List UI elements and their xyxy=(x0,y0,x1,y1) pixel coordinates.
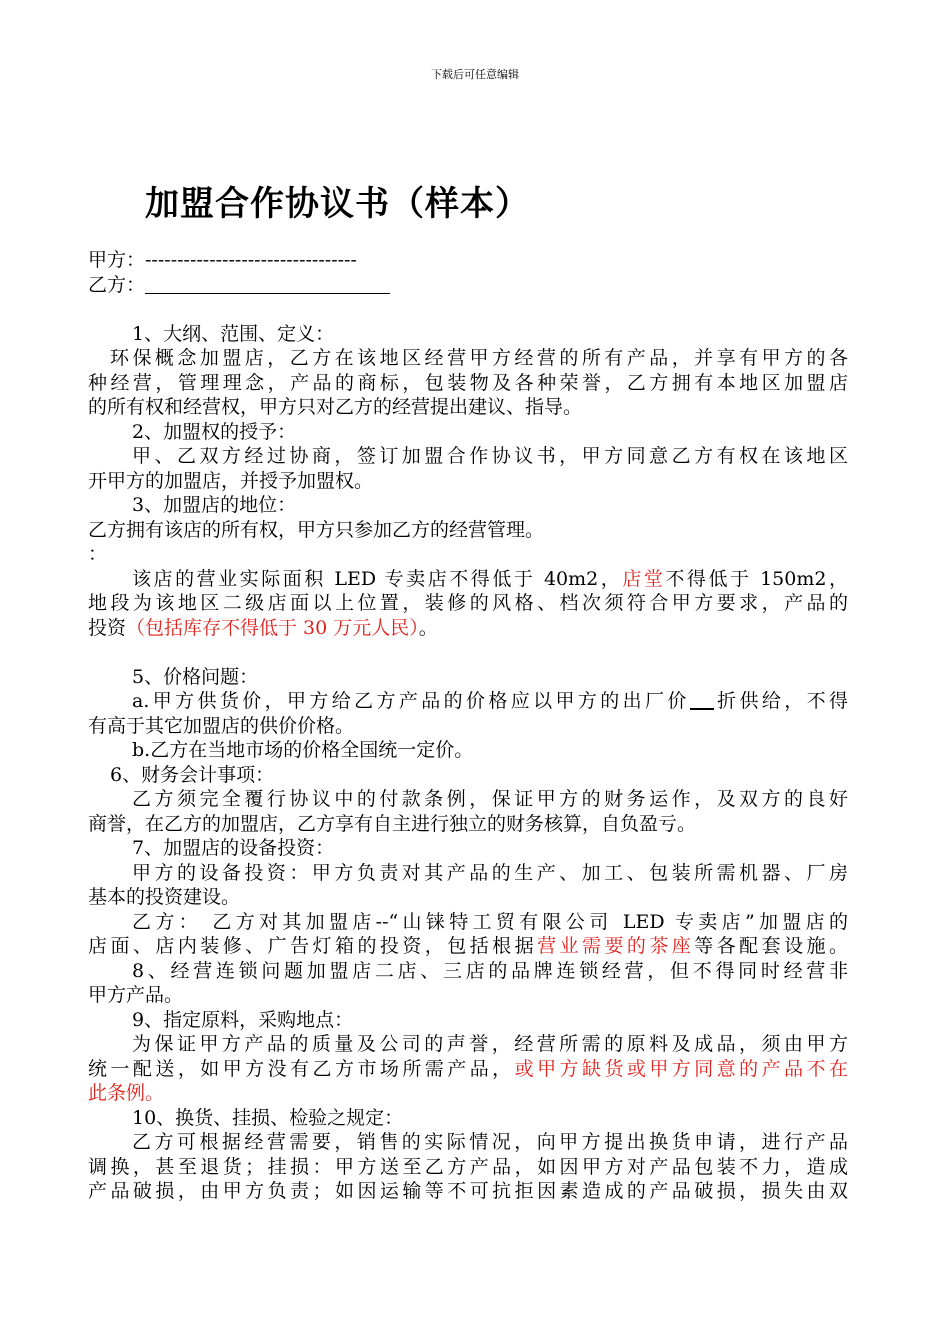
discount-blank xyxy=(690,692,714,710)
section-10-heading: 10、换货、挂损、检验之规定： xyxy=(132,1106,404,1129)
party-a-line xyxy=(88,248,848,273)
party-b-blank xyxy=(145,275,390,294)
text-run: 该店的营业实际面积 LED 专卖店不得低于 40m2， xyxy=(132,567,623,590)
text-run: a.甲方供货价，甲方给乙方产品的价格应以甲方的出厂价 xyxy=(132,690,690,712)
section-1-line: 环保概念加盟店，乙方在该地区经营甲方经营的所有产品，并享有甲方的各 xyxy=(110,347,848,369)
text-run: 店面、店内装修、广告灯箱的投资，包括根据 xyxy=(88,935,538,957)
section-5-line: 有高于其它加盟店的供价价格。 xyxy=(88,714,355,737)
section-4-line: 地段为该地区二级店面以上位置，装修的风格、档次须符合甲方要求，产品的 xyxy=(88,592,848,614)
text-run: 。 xyxy=(418,616,438,639)
section-9-line: 为保证甲方产品的质量及公司的声誉，经营所需的原料及成品，须由甲方 xyxy=(132,1033,848,1055)
highlight-text: （包括库存不得低于 30 万元人民） xyxy=(126,616,419,639)
section-1-line: 种经营，管理理念，产品的商标，包装物及各种荣誉，乙方拥有本地区加盟店 xyxy=(88,371,848,394)
section-4-line xyxy=(88,567,848,592)
spacer xyxy=(88,640,848,665)
party-a-blank: --------------------------------- xyxy=(145,249,357,271)
section-2-line: 甲、乙双方经过协商，签订加盟合作协议书，甲方同意乙方有权在该地区 xyxy=(132,445,848,467)
section-1-heading: 1、大纲、范围、定义： xyxy=(132,322,335,345)
section-4-line xyxy=(88,616,848,641)
section-2-line: 开甲方的加盟店，并授予加盟权。 xyxy=(88,469,374,492)
header-note: 下载后可任意编辑 xyxy=(431,68,519,81)
document-title: 加盟合作协议书（样本） xyxy=(145,184,530,224)
section-5-heading: 5、价格问题： xyxy=(132,665,259,688)
highlight-text: 店堂 xyxy=(622,567,666,590)
section-6-line: 商誉，在乙方的加盟店，乙方享有自主进行独立的财务核算，自负盈亏。 xyxy=(88,812,697,835)
section-2-heading: 2、加盟权的授予： xyxy=(132,420,297,443)
section-5-line xyxy=(88,689,848,714)
section-8-line: 甲方产品。 xyxy=(88,984,184,1006)
section-10-line: 乙方可根据经营需要，销售的实际情况，向甲方提出换货申请，进行产品 xyxy=(132,1131,848,1153)
section-5-line: b.乙方在当地市场的价格全国统一定价。 xyxy=(132,739,474,761)
section-10-line: 调换，甚至退货；挂损：甲方送至乙方产品，如因甲方对产品包装不力，造成 xyxy=(88,1155,848,1178)
section-7-heading: 7、加盟店的设备投资： xyxy=(132,837,335,859)
section-4-heading: ： xyxy=(88,543,108,565)
section-9-heading: 9、指定原料，采购地点： xyxy=(132,1008,354,1031)
spacer xyxy=(88,297,848,322)
section-7-line: 基本的投资建设。 xyxy=(88,886,241,908)
highlight-text: 或甲方缺货或甲方同意的产品不在 xyxy=(514,1057,848,1080)
party-b-line xyxy=(88,273,848,298)
text-run: 统一配送，如甲方没有乙方市场所需产品， xyxy=(88,1057,515,1080)
section-3-heading: 3、加盟店的地位： xyxy=(132,494,297,516)
section-7-line: 乙方： 乙方对其加盟店--“山铼特工贸有限公司 LED 专卖店”加盟店的 xyxy=(132,910,848,933)
section-10-line: 产品破损，由甲方负责；如因运输等不可抗拒因素造成的产品破损，损失由双 xyxy=(88,1180,848,1202)
section-7-line: 甲方的设备投资：甲方负责对其产品的生产、加工、包装所需机器、厂房 xyxy=(132,861,848,884)
section-6-heading: 6、财务会计事项： xyxy=(110,763,275,786)
section-8-line: 8、经营连锁问题加盟店二店、三店的品牌连锁经营，但不得同时经营非 xyxy=(132,959,848,982)
text-run: 不得低于 150m2， xyxy=(665,567,848,590)
section-1-line: 的所有权和经营权，甲方只对乙方的经营提出建议、指导。 xyxy=(88,396,583,418)
highlight-text: 营业需要的茶座 xyxy=(537,935,695,957)
text-run: 投资 xyxy=(88,616,127,639)
party-a-label: 甲方： xyxy=(88,249,146,271)
section-9-line: 此条例。 xyxy=(88,1082,165,1104)
section-7-line xyxy=(88,934,848,959)
text-run: 等各配套设施。 xyxy=(694,935,848,957)
section-9-line xyxy=(88,1057,848,1082)
document-body xyxy=(88,248,848,1204)
section-3-line: 乙方拥有该店的所有权，甲方只参加乙方的经营管理。 xyxy=(88,518,545,541)
party-b-label: 乙方： xyxy=(88,273,146,296)
section-6-line: 乙方须完全覆行协议中的付款条例，保证甲方的财务运作，及双方的良好 xyxy=(132,788,848,810)
text-run: 折供给，不得 xyxy=(713,690,848,712)
